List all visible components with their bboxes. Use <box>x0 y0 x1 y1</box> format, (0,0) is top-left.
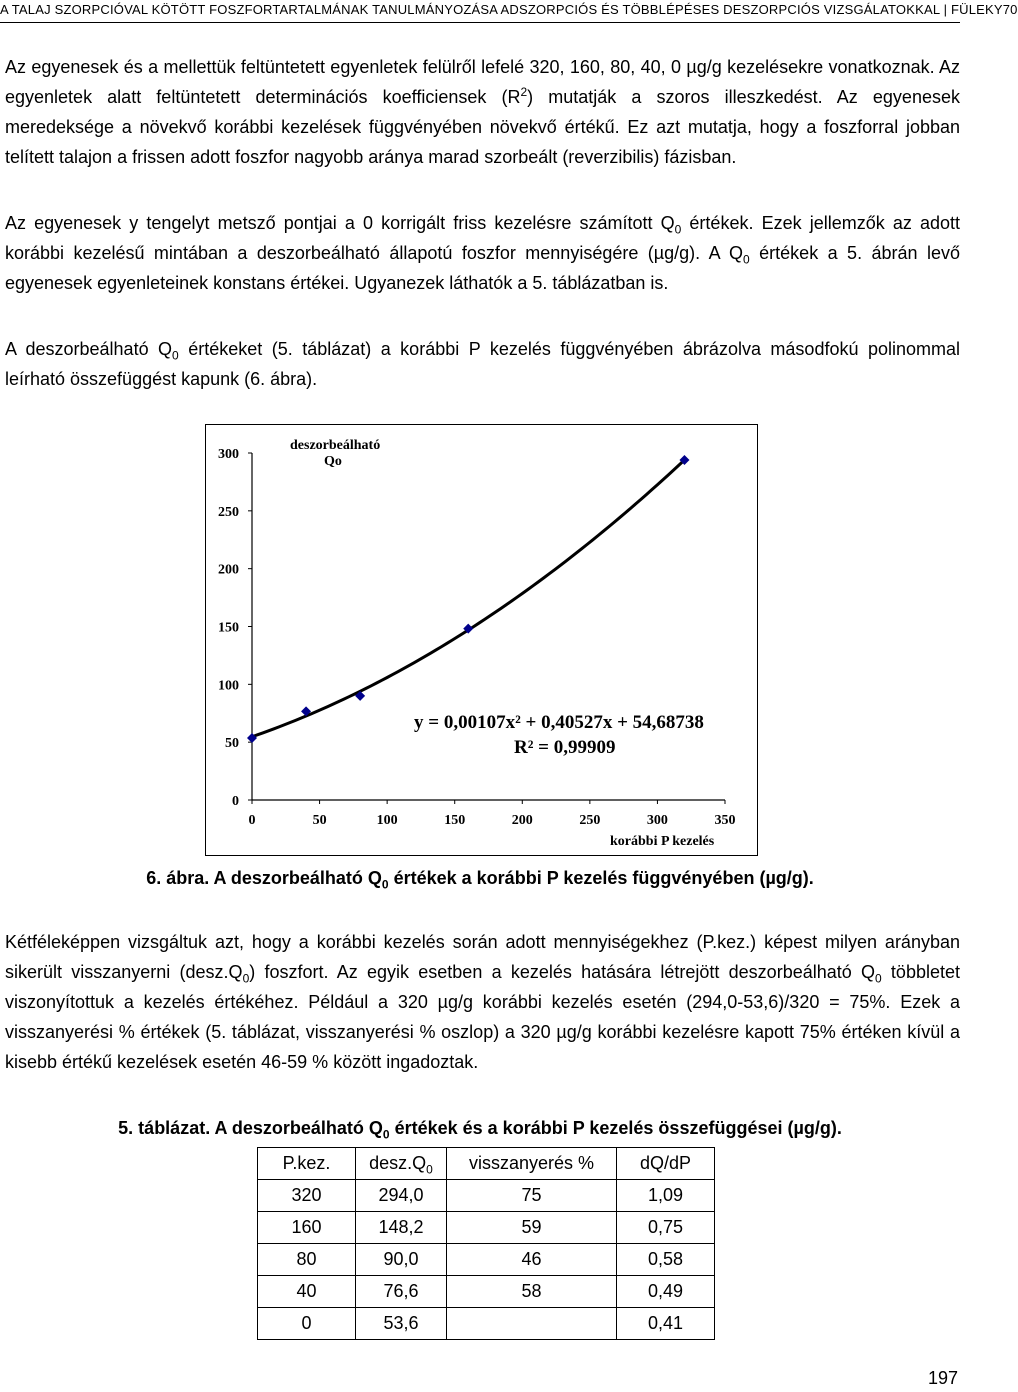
table-header-cell: visszanyerés % <box>447 1148 617 1180</box>
paragraph-4-sub-2: 0 <box>875 971 882 986</box>
chart-r-squared: R² = 0,99909 <box>514 737 616 758</box>
table-cell: 46 <box>447 1244 617 1276</box>
y-tick-label: 300 <box>218 447 239 462</box>
table-caption <box>0 1118 960 1142</box>
table-cell: 320 <box>258 1180 356 1212</box>
x-tick-label: 0 <box>248 813 256 828</box>
x-tick-label: 200 <box>511 813 533 828</box>
page-number: 197 <box>927 1368 958 1388</box>
paragraph-3-text-a: A deszorbeálható Q <box>5 339 173 359</box>
table-cell: 75 <box>447 1180 617 1212</box>
table-caption-text-b: A deszorbeálható Q <box>210 1118 383 1138</box>
chart-equation: y = 0,00107x² + 0,40527x + 54,68738 <box>414 712 704 733</box>
table-header-sub: 0 <box>426 1162 433 1177</box>
table-row <box>258 1308 715 1340</box>
x-tick-label: 300 <box>646 813 668 828</box>
paragraph-4 <box>5 927 960 1077</box>
table-caption-text-c: értékek és a korábbi P kezelés összefüggései (µg/g). <box>389 1118 842 1138</box>
table-cell: 80 <box>258 1244 356 1276</box>
paragraph-4-text-a: Kétféleképpen vizsgáltuk azt, hogy a korábbi kezelés során adott mennyiségekhez (P.kez.) képest milyen arányban sikerült visszanyerni (desz.Q <box>5 932 960 982</box>
chart-x-axis-label: korábbi P kezelés <box>610 834 715 849</box>
paragraph-2 <box>5 208 960 298</box>
y-tick-label: 150 <box>218 620 239 636</box>
table-cell: 0,58 <box>617 1244 715 1276</box>
paragraph-1 <box>5 52 960 172</box>
table-cell: 1,09 <box>617 1180 715 1212</box>
x-tick-label: 50 <box>312 813 327 828</box>
header-author: FÜLEKY70 <box>950 2 1018 17</box>
paragraph-2-text-a: Az egyenesek y tengelyt metsző pontjai a 0 korrigált friss kezelésre számított Q <box>5 213 675 233</box>
figure-caption-text-b: értékek a korábbi P kezelés függvényében (µg/g). <box>388 868 814 888</box>
paragraph-1-text-a: Az egyenesek és a mellettük feltüntetett egyenletek felülről lefelé 320, 160, 80, 40, 0 µg/g kezelésekre vonatkoznak. Az egyenletek alatt feltüntetett determinációs koefficiensek (R <box>5 57 960 107</box>
paragraph-4-text-c: többletet viszonyítottuk a kezelés értékéhez. Például a 320 µg/g korábbi kezelés esetén (294,0-53,6)/320 = 75%. Ezek a visszanyerési % értékek (5. táblázat, visszanyerési % oszlop) a 320 µg/g korábbi kezelésre kapott 75% értéken kívül a kisebb értékű kezelések esetén 46-59 % között ingadoztak. <box>5 962 960 1072</box>
y-tick-label: 100 <box>218 678 239 694</box>
figure-6-chart <box>205 424 758 856</box>
figure-caption-text-a: 6. ábra. A deszorbeálható Q <box>146 868 382 888</box>
paragraph-2-sub-2: 0 <box>743 252 750 267</box>
paragraph-3-sub: 0 <box>172 348 179 363</box>
y-tick-label: 200 <box>218 562 239 578</box>
chart-title: deszorbeálható <box>290 438 381 453</box>
header-title: A TALAJ SZORPCIÓVAL KÖTÖTT FOSZFORTARTALMÁNAK TANULMÁNYOZÁSA ADSZORPCIÓS ÉS TÖBBLÉPÉSES DESZORPCIÓS VIZSGÁLATOKKAL <box>0 2 940 17</box>
paragraph-1-text-b: ) mutatják a szoros illeszkedést. Az egyenesek meredeksége a növekvő korábbi kezelések függvényében növekvő értékű. Ez azt mutatja, hogy a foszforral jobban telített talajon a frissen adott foszfor nagyobb aránya marad szorbeált (reverzibilis) fázisban. <box>5 87 960 167</box>
table-cell: 90,0 <box>356 1244 447 1276</box>
y-tick-label: 50 <box>225 736 239 752</box>
table-cell: 0,41 <box>617 1308 715 1340</box>
y-tick-label: 250 <box>218 504 239 520</box>
chart-title-line2: Qo <box>324 454 342 469</box>
table-row <box>258 1212 715 1244</box>
table-header-text: desz.Q <box>369 1153 427 1173</box>
table-header-cell: P.kez. <box>258 1148 356 1180</box>
paragraph-2-text-b: értékek. Ezek jellemzők az adott korábbi kezelésű mintában a deszorbeálható állapotú foszfor mennyiségére (µg/g). A Q <box>5 213 960 263</box>
paragraph-3 <box>5 334 960 394</box>
trendline <box>252 460 684 737</box>
chart-points <box>247 455 689 743</box>
chart-axes <box>248 453 725 804</box>
table-cell: 40 <box>258 1276 356 1308</box>
paragraph-2-text-c: értékek a 5. ábrán levő egyenesek egyenleteinek konstans értékei. Ugyanezek láthatók a 5. táblázatban is. <box>5 243 960 293</box>
paragraph-1-sup: 2 <box>520 85 528 99</box>
table-cell: 58 <box>447 1276 617 1308</box>
table-cell: 0,49 <box>617 1276 715 1308</box>
table-cell: 160 <box>258 1212 356 1244</box>
table-cell: 53,6 <box>356 1308 447 1340</box>
figure-caption <box>0 868 960 892</box>
table-row <box>258 1244 715 1276</box>
table-cell: 76,6 <box>356 1276 447 1308</box>
chart-tick-labels <box>218 447 736 828</box>
figure-caption-sub: 0 <box>381 877 389 892</box>
table-header-cell: dQ/dP <box>617 1148 715 1180</box>
paragraph-4-text-b: ) foszfort. Az egyik esetben a kezelés hatására létrejött deszorbeálható Q <box>249 962 875 982</box>
table-header-row <box>258 1148 715 1180</box>
running-header <box>0 0 1018 23</box>
x-tick-label: 150 <box>444 813 466 828</box>
table-caption-sub: 0 <box>382 1127 390 1142</box>
table-header-cell <box>356 1148 447 1180</box>
x-tick-label: 350 <box>714 813 736 828</box>
paragraph-2-sub-1: 0 <box>674 222 682 237</box>
table-cell <box>447 1308 617 1340</box>
table-cell: 294,0 <box>356 1180 447 1212</box>
table-cell: 0,75 <box>617 1212 715 1244</box>
paragraph-4-sub-1: 0 <box>242 971 250 986</box>
y-tick-label: 0 <box>232 794 239 809</box>
table-5 <box>257 1147 715 1340</box>
table-row <box>258 1276 715 1308</box>
table-cell: 0 <box>258 1308 356 1340</box>
table-row <box>258 1180 715 1212</box>
x-tick-label: 250 <box>579 813 601 828</box>
chart-svg <box>206 425 756 854</box>
table-cell: 148,2 <box>356 1212 447 1244</box>
paragraph-3-text-b: értékeket (5. táblázat) a korábbi P kezelés függvényében ábrázolva másodfokú polinommal leírható összefüggést kapunk (6. ábra). <box>5 339 960 389</box>
table-cell: 59 <box>447 1212 617 1244</box>
table-caption-label: 5. táblázat. <box>118 1118 211 1138</box>
x-tick-label: 100 <box>376 813 398 828</box>
header-separator: | <box>943 2 951 17</box>
